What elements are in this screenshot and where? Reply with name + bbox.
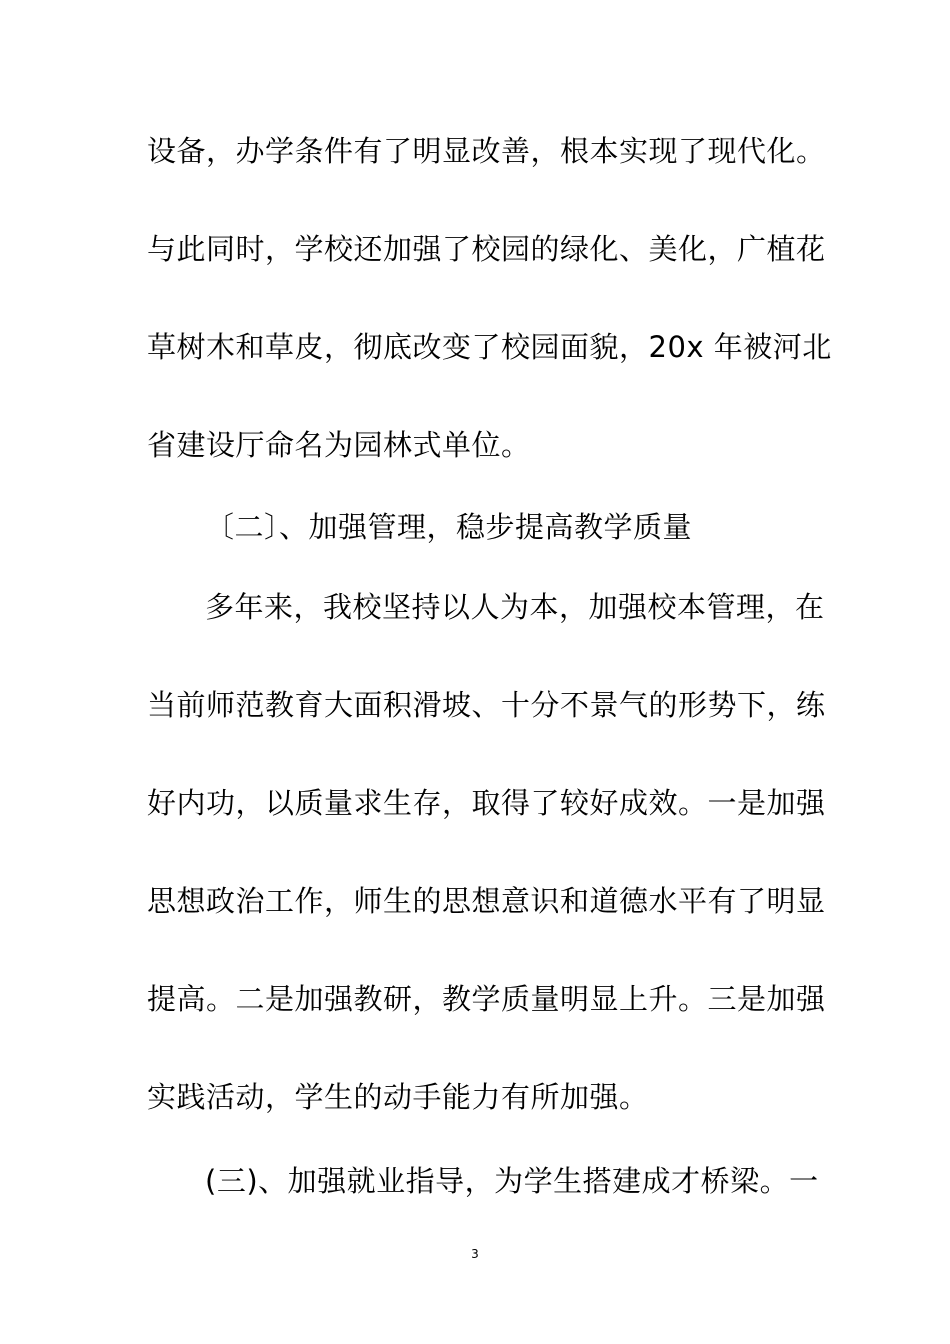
body-line-9: 思想政治工作，师生的思想意识和道德水平有了明显	[147, 884, 826, 918]
section-heading-3: (三)、加强就业指导，为学生搭建成才桥梁。一	[205, 1164, 819, 1198]
body-line-8: 好内功，以质量求生存，取得了较好成效。一是加强	[147, 786, 826, 820]
body-line-7: 当前师范教育大面积滑坡、十分不景气的形势下，练	[147, 688, 826, 722]
page-number: 3	[471, 1247, 479, 1261]
body-line-6: 多年来，我校坚持以人为本，加强校本管理，在	[205, 590, 825, 624]
body-line-3: 草树木和草皮，彻底改变了校园面貌，20x 年被河北	[147, 330, 832, 364]
body-line-2: 与此同时，学校还加强了校园的绿化、美化，广植花	[147, 232, 826, 266]
body-line-1: 设备，办学条件有了明显改善，根本实现了现代化。	[147, 134, 826, 168]
section-heading-2: 〔二〕、加强管理，稳步提高教学质量	[205, 510, 693, 544]
body-line-4: 省建设厅命名为园林式单位。	[147, 428, 531, 462]
body-line-11: 实践活动，学生的动手能力有所加强。	[147, 1080, 649, 1114]
body-line-10: 提高。二是加强教研，教学质量明显上升。三是加强	[147, 982, 826, 1016]
